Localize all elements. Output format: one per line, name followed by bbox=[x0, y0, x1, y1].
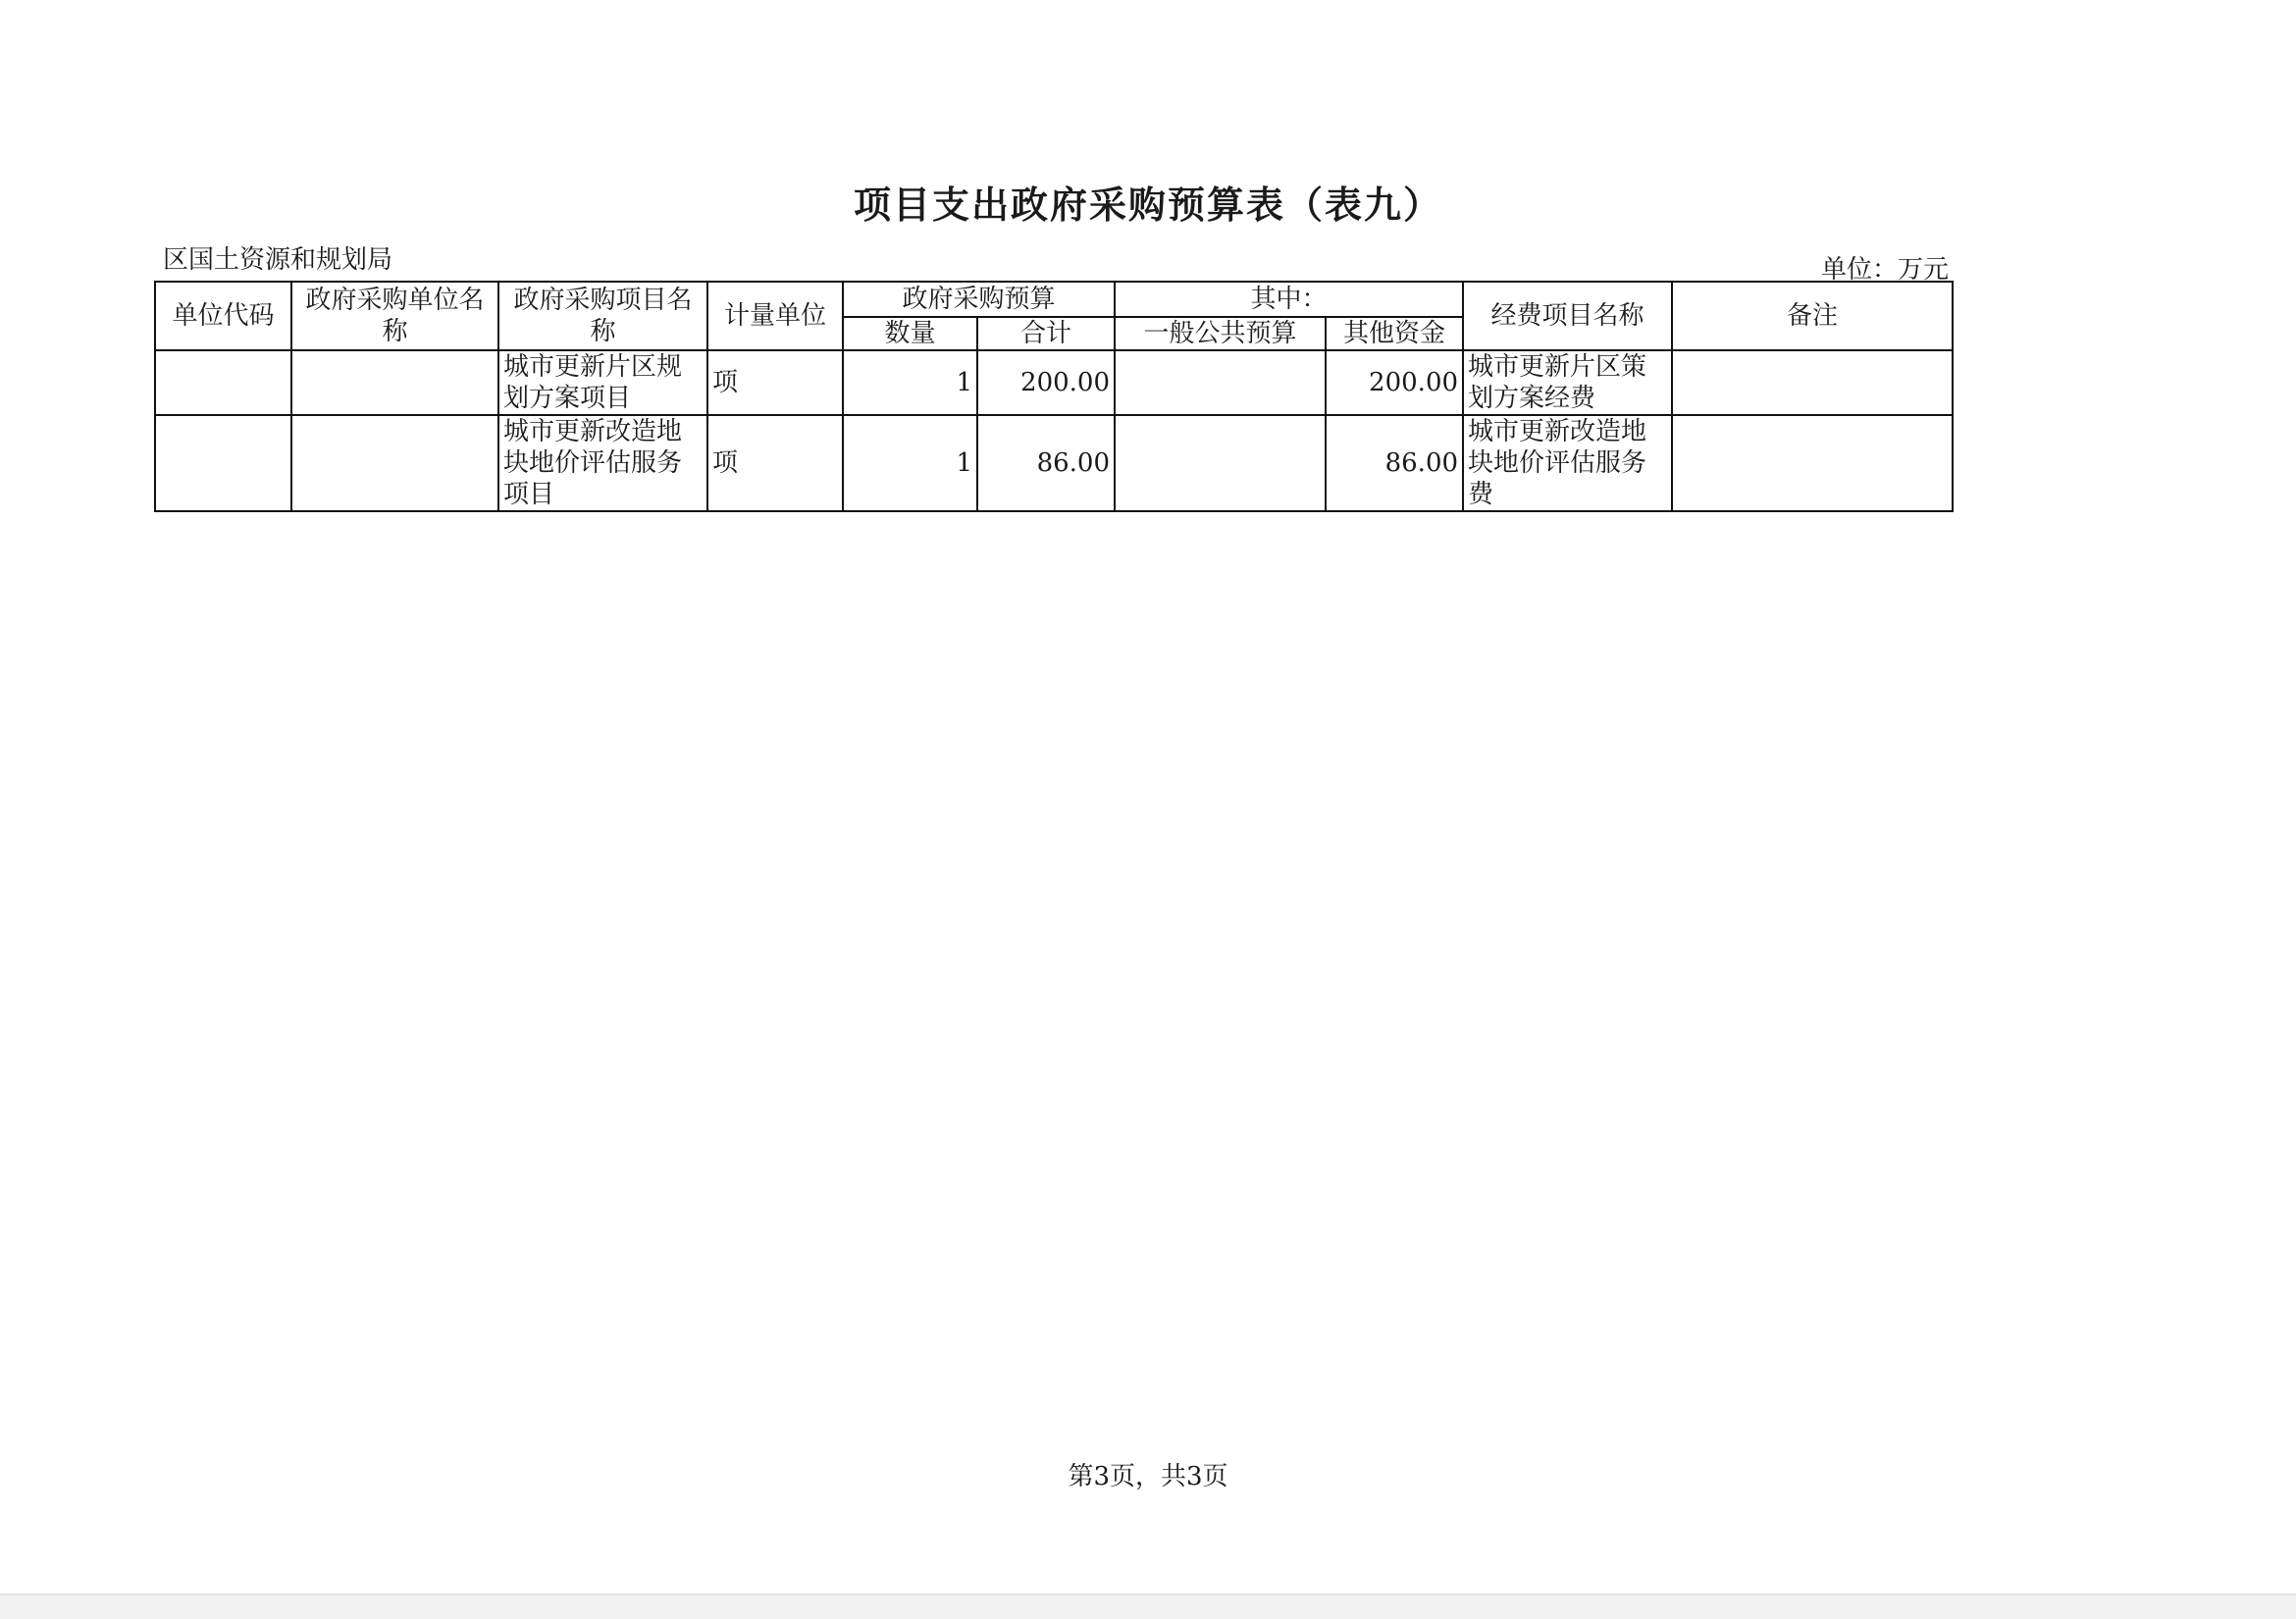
header-project-name: 政府采购项目名称 bbox=[498, 282, 707, 350]
header-measure-unit: 计量单位 bbox=[707, 282, 843, 350]
header-quantity: 数量 bbox=[843, 317, 977, 350]
header-fund-project-name: 经费项目名称 bbox=[1463, 282, 1672, 350]
procurement-budget-table bbox=[154, 281, 1954, 512]
cell-unit-code bbox=[155, 415, 291, 511]
cell-quantity: 1 bbox=[843, 350, 977, 415]
page-footer: 第3页，共3页 bbox=[1068, 1462, 1228, 1491]
cell-measure-unit: 项 bbox=[707, 350, 843, 415]
cell-remarks bbox=[1672, 350, 1953, 415]
header-unit-name: 政府采购单位名称 bbox=[291, 282, 498, 350]
table-row bbox=[155, 350, 1953, 415]
header-procurement-budget: 政府采购预算 bbox=[843, 282, 1115, 317]
page-title: 项目支出政府采购预算表（表九） bbox=[853, 183, 1442, 227]
cell-remarks bbox=[1672, 415, 1953, 511]
cell-quantity: 1 bbox=[843, 415, 977, 511]
cell-fund-project-name: 城市更新片区策划方案经费 bbox=[1463, 350, 1672, 415]
header-other-funds: 其他资金 bbox=[1326, 317, 1463, 350]
header-total: 合计 bbox=[977, 317, 1115, 350]
header-general-public-budget: 一般公共预算 bbox=[1115, 317, 1326, 350]
cell-fund-project-name: 城市更新改造地块地价评估服务费 bbox=[1463, 415, 1672, 511]
unit-label: 单位：万元 bbox=[1820, 255, 1949, 285]
cell-other-funds: 86.00 bbox=[1326, 415, 1463, 511]
cell-general-public-budget bbox=[1115, 415, 1326, 511]
cell-total: 86.00 bbox=[977, 415, 1115, 511]
header-of-which: 其中： bbox=[1115, 282, 1463, 317]
unit-name: 区国土资源和规划局 bbox=[163, 245, 393, 275]
cell-unit-name bbox=[291, 350, 498, 415]
cell-general-public-budget bbox=[1115, 350, 1326, 415]
header-remarks: 备注 bbox=[1672, 282, 1953, 350]
scan-edge bbox=[0, 1593, 2296, 1619]
cell-measure-unit: 项 bbox=[707, 415, 843, 511]
header-unit-code: 单位代码 bbox=[155, 282, 291, 350]
cell-unit-code bbox=[155, 350, 291, 415]
cell-project-name: 城市更新片区规划方案项目 bbox=[498, 350, 707, 415]
table-row bbox=[155, 415, 1953, 511]
cell-unit-name bbox=[291, 415, 498, 511]
cell-other-funds: 200.00 bbox=[1326, 350, 1463, 415]
cell-project-name: 城市更新改造地块地价评估服务项目 bbox=[498, 415, 707, 511]
cell-total: 200.00 bbox=[977, 350, 1115, 415]
